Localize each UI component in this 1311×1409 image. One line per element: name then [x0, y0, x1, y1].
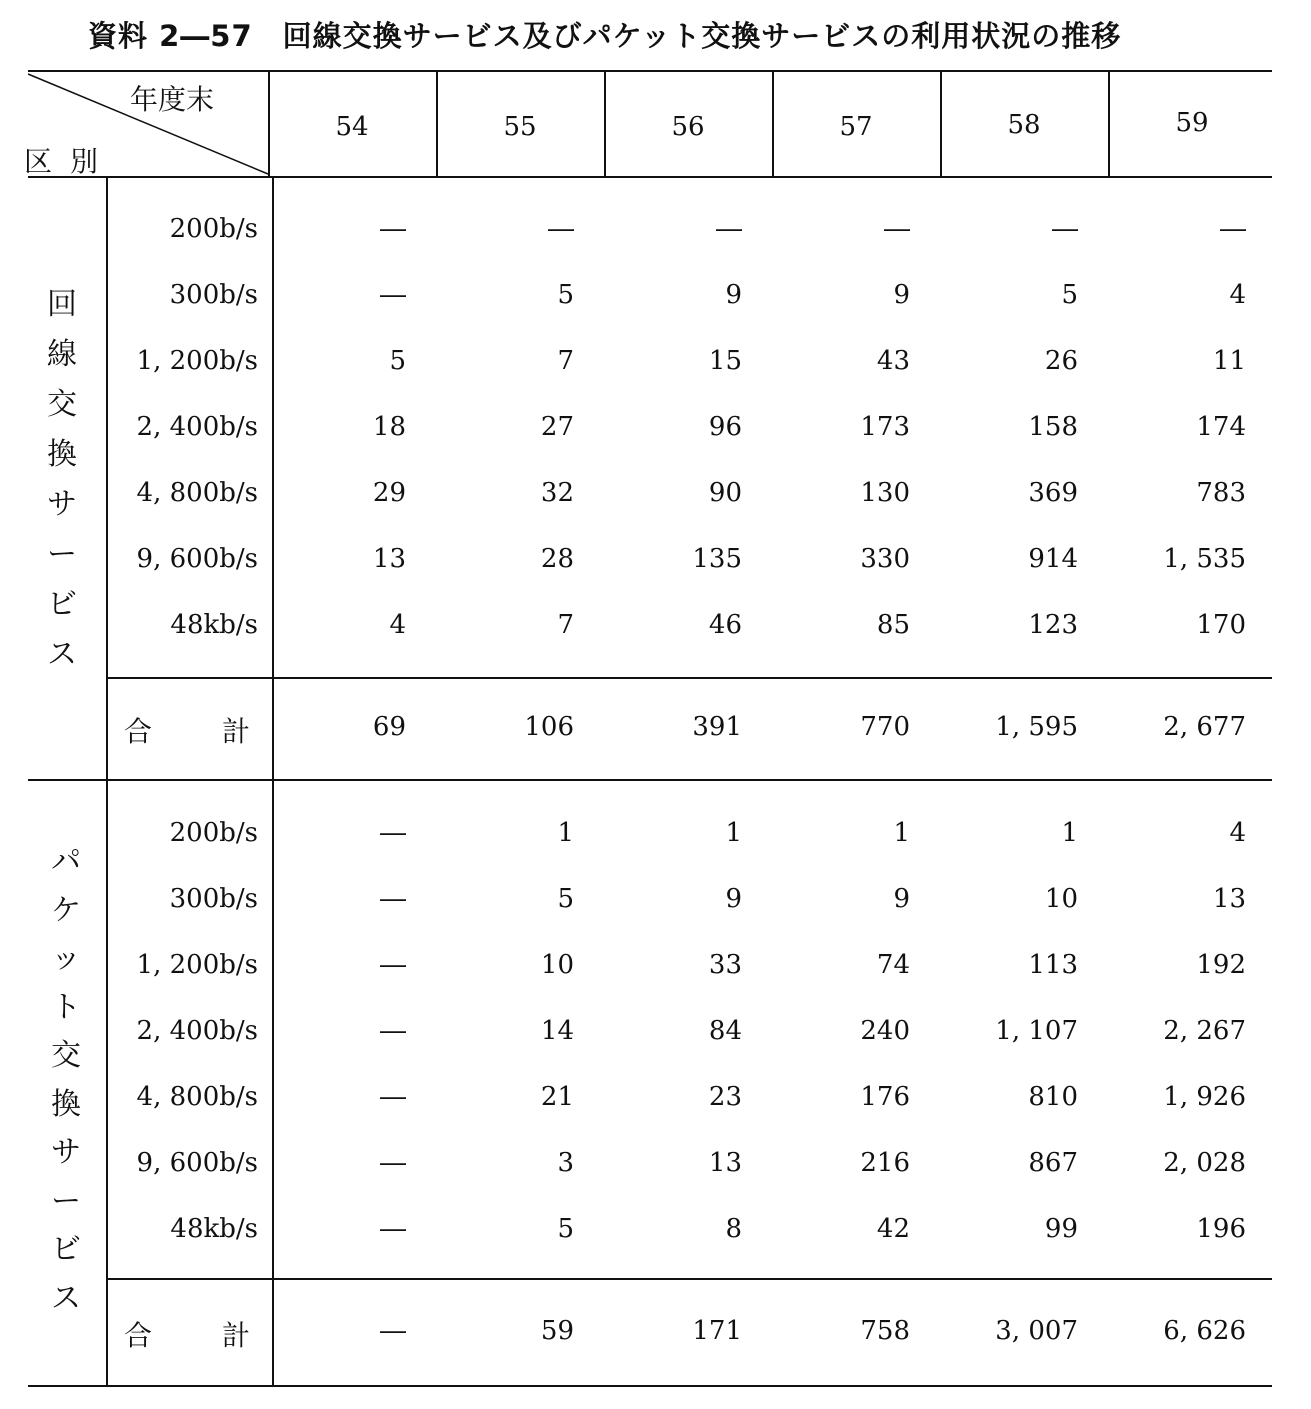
total-label: 合	[124, 715, 153, 748]
rate-label: 9, 600b/s	[136, 544, 258, 574]
table-cell: 174	[1196, 412, 1246, 442]
section-label-packet: パ ケ ッ ト 交 換 サ ー ビ ス	[51, 844, 81, 1316]
table-cell: 33	[708, 950, 742, 980]
vline-col-3	[772, 72, 774, 176]
table-cell: 5	[557, 1214, 574, 1244]
vline-col-1	[436, 72, 438, 176]
table-cell: 4	[1229, 818, 1246, 848]
table-cell: ―	[380, 950, 406, 980]
table-cell: 21	[540, 1082, 574, 1112]
table-cell: ―	[380, 280, 406, 310]
table-cell: 5	[557, 280, 574, 310]
table-cell: 13	[708, 1148, 742, 1178]
table-cell: 9	[893, 280, 910, 310]
table-cell: 4	[1229, 280, 1246, 310]
table-cell: 123	[1028, 610, 1078, 640]
rate-label: 48kb/s	[170, 1214, 258, 1244]
year-header: 59	[1175, 108, 1209, 138]
total-label: 計	[222, 715, 251, 748]
table-cell: 14	[540, 1016, 574, 1046]
table-cell: ―	[380, 1016, 406, 1046]
total-cell: 171	[692, 1316, 742, 1346]
table-cell: 10	[1044, 884, 1078, 914]
table-cell: 23	[708, 1082, 742, 1112]
table-cell: ―	[380, 818, 406, 848]
table-cell: 99	[1044, 1214, 1078, 1244]
table-cell: 5	[557, 884, 574, 914]
table-cell: 1	[725, 818, 742, 848]
table-cell: 42	[876, 1214, 910, 1244]
rule-bottom	[28, 1385, 1272, 1387]
rate-label: 9, 600b/s	[136, 1148, 258, 1178]
rate-label: 200b/s	[169, 818, 258, 848]
total-cell: 6, 626	[1163, 1316, 1246, 1346]
total-cell: 2, 677	[1163, 712, 1246, 742]
vline-col-5	[1108, 72, 1110, 176]
table-cell: 13	[372, 544, 406, 574]
rate-label: 48kb/s	[170, 610, 258, 640]
table-cell: 330	[860, 544, 910, 574]
table-cell: 196	[1196, 1214, 1246, 1244]
title-prefix: 資料 2―57	[88, 19, 253, 53]
table-cell: 43	[876, 346, 910, 376]
rate-label: 4, 800b/s	[136, 478, 258, 508]
total-cell: ―	[380, 1316, 406, 1346]
table-cell: ―	[380, 884, 406, 914]
table-cell: ―	[380, 214, 406, 244]
table-cell: 11	[1212, 346, 1246, 376]
table-cell: 176	[860, 1082, 910, 1112]
table-cell: 3	[557, 1148, 574, 1178]
document-title	[88, 14, 1121, 55]
table-cell: 1	[557, 818, 574, 848]
rule-section-break	[28, 779, 1272, 781]
rate-label: 200b/s	[169, 214, 258, 244]
table-cell: 96	[708, 412, 742, 442]
table-cell: 867	[1028, 1148, 1078, 1178]
table-cell: 74	[876, 950, 910, 980]
table-cell: 7	[557, 610, 574, 640]
table-cell: ―	[380, 1214, 406, 1244]
total-cell: 1, 595	[995, 712, 1078, 742]
year-header: 54	[335, 112, 369, 142]
table-cell: 13	[1212, 884, 1246, 914]
total-cell: 770	[860, 712, 910, 742]
total-cell: 59	[540, 1316, 574, 1346]
total-label: 計	[222, 1319, 251, 1352]
table-cell: 7	[557, 346, 574, 376]
table-cell: 15	[708, 346, 742, 376]
table-cell: 158	[1028, 412, 1078, 442]
rate-label: 300b/s	[169, 280, 258, 310]
year-header: 55	[503, 112, 537, 142]
table-cell: 135	[692, 544, 742, 574]
corner-category-label: 区別	[24, 145, 117, 178]
table-cell: 130	[860, 478, 910, 508]
table-cell: 5	[1061, 280, 1078, 310]
rule-total-2	[108, 1278, 1272, 1280]
table-cell: 173	[860, 412, 910, 442]
title-text: 回線交換サービス及びパケット交換サービスの利用状況の推移	[282, 19, 1122, 53]
table-cell: ―	[884, 214, 910, 244]
table-cell: 84	[708, 1016, 742, 1046]
rate-label: 1, 200b/s	[136, 346, 258, 376]
table-cell: 32	[540, 478, 574, 508]
year-header: 58	[1007, 110, 1041, 140]
table-cell: 85	[876, 610, 910, 640]
table-cell: 1	[893, 818, 910, 848]
year-header: 57	[839, 112, 873, 142]
table-cell: 1, 107	[995, 1016, 1078, 1046]
total-cell: 391	[692, 712, 742, 742]
table-cell: 9	[893, 884, 910, 914]
table-cell: 4	[389, 610, 406, 640]
table-cell: 90	[708, 478, 742, 508]
table-cell: 783	[1196, 478, 1246, 508]
table-cell: 26	[1044, 346, 1078, 376]
table-cell: 240	[860, 1016, 910, 1046]
table-cell: ―	[1052, 214, 1078, 244]
table-cell: ―	[1220, 214, 1246, 244]
table-cell: 1, 926	[1163, 1082, 1246, 1112]
table-cell: 8	[725, 1214, 742, 1244]
table-cell: 192	[1196, 950, 1246, 980]
rate-label: 2, 400b/s	[136, 412, 258, 442]
rate-label: 2, 400b/s	[136, 1016, 258, 1046]
rate-label: 4, 800b/s	[136, 1082, 258, 1112]
table-cell: ―	[716, 214, 742, 244]
section-label-circuit: 回 線 交 換 サ ー ビ ス	[47, 287, 77, 672]
table-cell: ―	[548, 214, 574, 244]
rate-label: 300b/s	[169, 884, 258, 914]
total-cell: 69	[372, 712, 406, 742]
table-cell: 5	[389, 346, 406, 376]
rate-label: 1, 200b/s	[136, 950, 258, 980]
table-cell: 46	[708, 610, 742, 640]
table-cell: 9	[725, 884, 742, 914]
table-cell: 29	[372, 478, 406, 508]
table-cell: 914	[1028, 544, 1078, 574]
rule-header	[28, 176, 1272, 178]
table-cell: ―	[380, 1148, 406, 1178]
table-cell: 1	[1061, 818, 1078, 848]
vline-col-4	[940, 72, 942, 176]
year-header: 56	[671, 112, 705, 142]
table-cell: 9	[725, 280, 742, 310]
table-cell: 113	[1028, 950, 1078, 980]
total-cell: 106	[524, 712, 574, 742]
table-cell: 2, 028	[1163, 1148, 1246, 1178]
table-cell: 27	[540, 412, 574, 442]
vline-col-2	[604, 72, 606, 176]
table-cell: 216	[860, 1148, 910, 1178]
table-cell: 18	[372, 412, 406, 442]
vline-header-first	[268, 72, 270, 176]
table-cell: 28	[540, 544, 574, 574]
table-cell: 810	[1028, 1082, 1078, 1112]
table-cell: 10	[540, 950, 574, 980]
table-cell: ―	[380, 1082, 406, 1112]
rule-total-1	[108, 677, 1272, 679]
total-cell: 3, 007	[995, 1316, 1078, 1346]
table-cell: 1, 535	[1163, 544, 1246, 574]
table-cell: 2, 267	[1163, 1016, 1246, 1046]
corner-year-label: 年度末	[130, 83, 215, 116]
total-label: 合	[124, 1319, 153, 1352]
table-cell: 170	[1196, 610, 1246, 640]
total-cell: 758	[860, 1316, 910, 1346]
table-cell: 369	[1028, 478, 1078, 508]
